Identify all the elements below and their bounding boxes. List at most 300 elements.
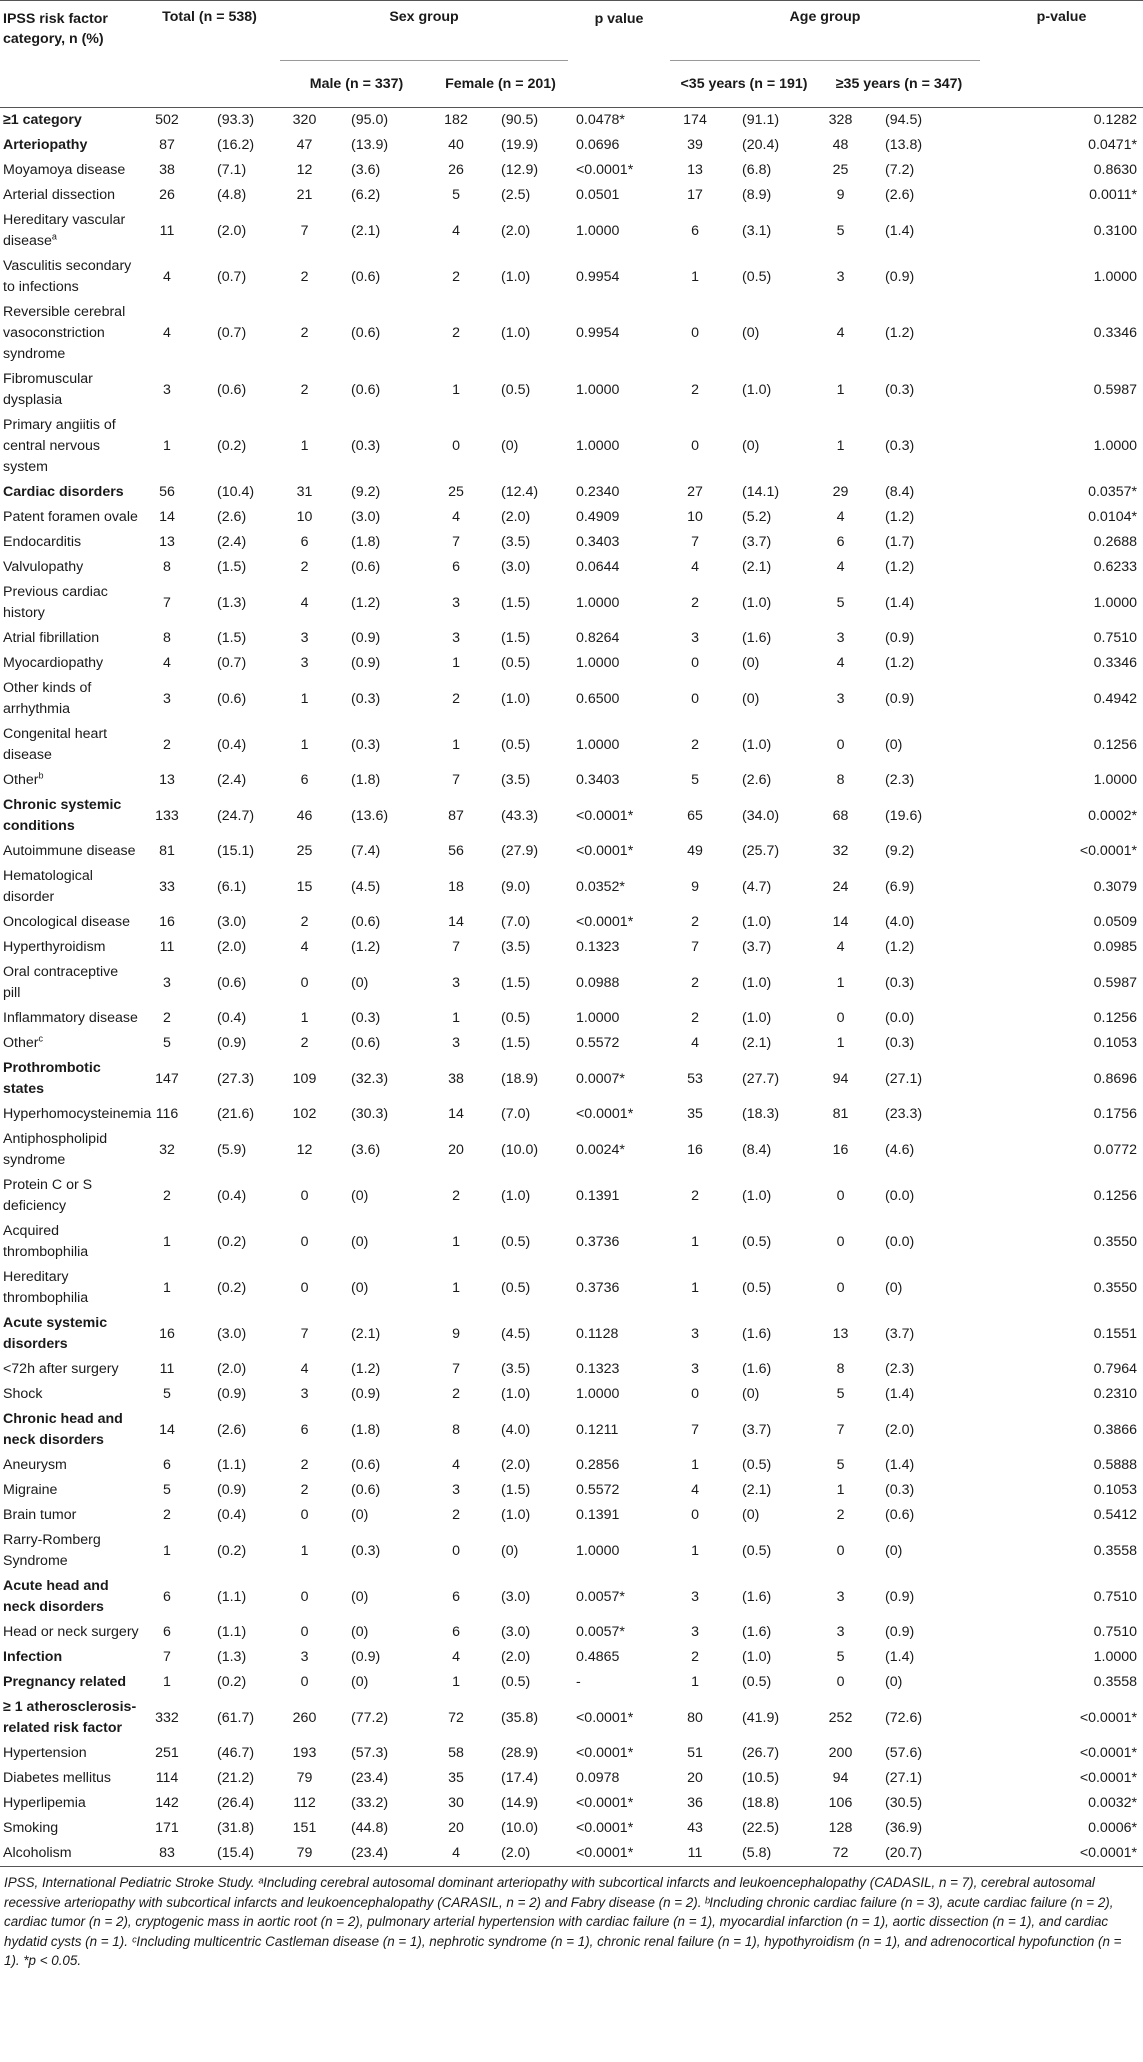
row-label: Migraine: [3, 1482, 58, 1498]
table-cell: 0.1323: [576, 939, 620, 955]
table-cell: 4: [163, 325, 171, 341]
table-cell: <0.0001*: [576, 1845, 634, 1861]
table-cell: 6: [163, 1457, 171, 1473]
table-cell: (1.2): [885, 559, 915, 575]
table-cell: (3.0): [217, 1325, 247, 1342]
table-cell: (57.3): [351, 1745, 389, 1761]
row-label: Acute systemic disorders: [3, 1315, 108, 1352]
table-cell: 4: [836, 509, 845, 525]
table-cell: 0.7510: [1093, 630, 1138, 646]
table-cell: 4: [836, 325, 845, 341]
table-row: [0, 413, 1143, 480]
table-cell: (43.3): [501, 807, 539, 824]
table-cell: 0: [300, 1674, 309, 1690]
table-cell: (0): [742, 325, 760, 341]
table-cell: (2.0): [217, 222, 247, 239]
table-row: [0, 910, 1143, 935]
table-row: [0, 1503, 1143, 1528]
table-cell: (10.4): [217, 484, 255, 500]
table-cell: (91.1): [742, 112, 780, 128]
table-cell: 1.0000: [576, 1542, 620, 1559]
table-cell: (0.0): [885, 1010, 915, 1026]
table-cell: 13: [159, 534, 175, 550]
table-cell: (1.4): [885, 1386, 915, 1402]
table-cell: 2: [452, 1507, 460, 1523]
table-cell: (57.6): [885, 1745, 923, 1761]
table-cell: (0.7): [217, 325, 247, 341]
table-cell: 1.0000: [576, 222, 620, 239]
table-cell: 5: [836, 594, 845, 611]
table-cell: 48: [832, 137, 849, 153]
table-cell: (0.3): [351, 690, 381, 707]
table-cell: (0.5): [742, 1457, 772, 1473]
table-cell: (10.0): [501, 1141, 539, 1158]
table-cell: 4: [836, 559, 845, 575]
table-cell: 0.3558: [1093, 1542, 1138, 1559]
table-cell: (5.2): [742, 509, 772, 525]
table-cell: 26: [159, 187, 175, 203]
table-cell: (0.3): [885, 974, 915, 991]
table-cell: 8: [836, 1361, 845, 1377]
table-cell: 0: [300, 1187, 309, 1204]
table-cell: (93.3): [217, 112, 255, 128]
table-cell: 4: [836, 939, 845, 955]
row-label: Other$^c$: [3, 1033, 43, 1051]
table-cell: 14: [448, 1106, 464, 1122]
table-cell: 1: [691, 1457, 699, 1473]
table-cell: 3: [836, 630, 845, 646]
table-cell: 8: [836, 772, 845, 788]
table-cell: 5: [836, 1386, 845, 1402]
table-cell: 79: [296, 1770, 313, 1786]
table-cell: (0.6): [217, 974, 247, 991]
table-cell: 1: [691, 1674, 699, 1690]
table-cell: 151: [292, 1820, 317, 1836]
table-cell: 1: [452, 1674, 460, 1690]
table-cell: (1.6): [742, 1361, 772, 1377]
table-cell: 36: [687, 1795, 703, 1811]
table-cell: 2: [300, 325, 309, 341]
table-cell: <0.0001*: [576, 162, 634, 178]
table-cell: (27.7): [742, 1070, 780, 1087]
table-cell: (0.5): [501, 1233, 531, 1250]
table-cell: 4: [452, 1457, 460, 1473]
table-cell: (27.9): [501, 843, 539, 859]
table-cell: 0: [836, 1279, 845, 1296]
table-cell: 0: [836, 736, 845, 753]
table-cell: 1: [452, 1233, 460, 1250]
table-cell: 81: [832, 1106, 849, 1122]
table-cell: 2: [300, 1482, 309, 1498]
table-cell: 24: [832, 878, 849, 895]
table-row: [0, 1407, 1143, 1453]
table-cell: (0.5): [742, 1542, 772, 1559]
table-cell: 38: [448, 1070, 464, 1087]
header-female: Female (n = 201): [445, 76, 556, 92]
table-cell: 1.0000: [576, 1010, 620, 1026]
table-cell: (15.1): [217, 843, 255, 859]
table-cell: 21: [296, 187, 313, 203]
row-label: Chronic head and neck disorders: [3, 1411, 123, 1448]
table-cell: (0.6): [351, 1457, 381, 1473]
table-cell: (1.6): [742, 1325, 772, 1342]
table-cell: 11: [159, 939, 175, 955]
row-label: Cardiac disorders: [3, 484, 124, 500]
table-cell: (0.4): [217, 736, 247, 753]
table-cell: (4.0): [501, 1421, 531, 1438]
table-cell: (18.8): [742, 1795, 780, 1811]
table-cell: 1: [691, 1542, 699, 1559]
table-cell: (1.5): [501, 1482, 531, 1498]
table-cell: 0.8696: [1093, 1070, 1138, 1087]
table-cell: 7: [163, 1649, 171, 1665]
table-cell: 1: [300, 1542, 309, 1559]
table-cell: 0.0057*: [576, 1588, 625, 1605]
table-row: [0, 1127, 1143, 1173]
table-cell: 14: [159, 509, 175, 525]
table-cell: 7: [163, 594, 171, 611]
table-cell: 0.0644: [576, 559, 620, 575]
table-cell: (18.9): [501, 1070, 539, 1087]
table-cell: 0.6500: [576, 690, 620, 707]
table-cell: (61.7): [217, 1709, 255, 1726]
table-cell: 0: [691, 1507, 699, 1523]
table-cell: (41.9): [742, 1709, 780, 1726]
table-cell: (1.0): [742, 594, 772, 611]
table-cell: 3: [300, 1386, 309, 1402]
table-cell: (0.9): [885, 1588, 915, 1605]
table-cell: 4: [163, 268, 171, 285]
table-cell: (2.4): [217, 772, 247, 788]
table-cell: 10: [296, 509, 313, 525]
table-cell: 7: [452, 1361, 460, 1377]
row-label: Hypertension: [3, 1745, 87, 1761]
table-cell: (2.3): [885, 1361, 915, 1377]
table-cell: 1: [691, 1279, 699, 1296]
table-cell: (9.2): [885, 843, 915, 859]
table-cell: (19.6): [885, 807, 923, 824]
table-cell: 1: [163, 438, 171, 454]
table-cell: 5: [836, 1457, 845, 1473]
table-cell: 0.4942: [1093, 690, 1138, 707]
table-cell: 0.1128: [576, 1325, 619, 1342]
table-cell: <0.0001*: [576, 1795, 634, 1811]
table-cell: 20: [448, 1820, 464, 1836]
table-cell: 0: [300, 1279, 309, 1296]
table-cell: 35: [687, 1106, 703, 1122]
table-cell: 0.0002*: [1088, 807, 1138, 824]
table-cell: <0.0001*: [576, 1820, 634, 1836]
table-row: [0, 505, 1143, 530]
table-cell: 0: [300, 1233, 309, 1250]
table-cell: 3: [452, 1035, 460, 1051]
table-cell: (8.9): [742, 187, 772, 203]
table-cell: 4: [452, 509, 460, 525]
table-cell: 14: [159, 1421, 175, 1438]
header-blank: [568, 61, 670, 108]
table-cell: 0: [836, 1674, 845, 1690]
table-cell: (20.4): [742, 137, 780, 153]
table-cell: (27.1): [885, 1770, 923, 1786]
table-cell: 2: [163, 1010, 171, 1026]
table-cell: (7.4): [351, 843, 381, 859]
table-cell: (0.7): [217, 268, 247, 285]
table-row: [0, 793, 1143, 839]
table-row: [0, 839, 1143, 864]
table-cell: (0): [742, 1386, 760, 1402]
table-cell: (3.0): [501, 1624, 531, 1640]
table-cell: 2: [163, 1187, 171, 1204]
table-cell: (1.1): [217, 1457, 247, 1473]
table-cell: (1.0): [501, 690, 531, 707]
table-cell: 0.9954: [576, 268, 620, 285]
table-row: [0, 1841, 1143, 1867]
table-cell: 142: [155, 1795, 179, 1811]
row-label: Arterial dissection: [3, 187, 115, 203]
table-row: [0, 208, 1143, 254]
table-cell: 2: [452, 690, 460, 707]
table-cell: 3: [836, 1624, 845, 1640]
table-cell: <0.0001*: [576, 1106, 634, 1122]
table-cell: (22.5): [742, 1820, 780, 1836]
table-cell: 0.0006*: [1088, 1820, 1138, 1836]
table-cell: (21.6): [217, 1106, 255, 1122]
table-cell: (0.2): [217, 1233, 247, 1250]
table-cell: (36.9): [885, 1820, 923, 1836]
table-cell: (0): [885, 1279, 903, 1296]
table-cell: 1: [452, 381, 460, 398]
table-cell: 17: [687, 187, 703, 203]
table-cell: (0): [885, 736, 903, 753]
table-row: [0, 1695, 1143, 1741]
table-cell: 0.6233: [1093, 559, 1138, 575]
table-cell: 6: [300, 772, 309, 788]
table-cell: (35.8): [501, 1709, 539, 1726]
row-label: Antiphospholipid syndrome: [3, 1131, 108, 1168]
table-cell: (2.0): [501, 1457, 531, 1473]
table-row: [0, 1620, 1143, 1645]
table-cell: (0): [742, 1507, 760, 1523]
table-cell: 81: [159, 843, 175, 859]
table-cell: 94: [832, 1770, 849, 1786]
table-cell: (3.0): [501, 1588, 531, 1605]
row-label: Endocarditis: [3, 534, 82, 550]
table-cell: 0.3079: [1093, 878, 1138, 895]
table-cell: 0.0509: [1093, 914, 1138, 930]
header-blank: [980, 61, 1143, 108]
row-label: Autoimmune disease: [3, 843, 136, 859]
table-cell: (2.0): [501, 1845, 531, 1861]
table-cell: 11: [159, 1361, 175, 1377]
table-cell: 0.3736: [576, 1233, 620, 1250]
table-cell: 0.1391: [576, 1187, 620, 1204]
table-cell: (0.9): [217, 1386, 247, 1402]
table-cell: 0.3100: [1093, 222, 1138, 239]
table-cell: 0.0057*: [576, 1624, 625, 1640]
table-cell: 47: [296, 137, 313, 153]
table-cell: (0): [742, 655, 760, 671]
table-cell: (1.6): [742, 1588, 772, 1605]
table-cell: 6: [691, 222, 699, 239]
table-cell: 25: [832, 162, 849, 178]
table-cell: (0): [351, 974, 369, 991]
table-cell: 1: [300, 736, 309, 753]
footnote-marker: b: [38, 770, 44, 781]
table-cell: 0.3550: [1093, 1279, 1138, 1296]
table-cell: (4.5): [501, 1325, 531, 1342]
table-cell: 114: [155, 1770, 179, 1786]
table-cell: (0.0): [885, 1187, 915, 1204]
table-cell: 20: [448, 1141, 464, 1158]
table-cell: 2: [452, 325, 460, 341]
table-cell: 251: [155, 1745, 179, 1761]
table-cell: (2.0): [501, 222, 531, 239]
table-cell: 1: [836, 381, 845, 398]
table-cell: 3: [691, 1588, 699, 1605]
table-cell: (8.4): [885, 484, 915, 500]
table-cell: (15.4): [217, 1845, 255, 1861]
table-cell: (4.6): [885, 1141, 915, 1158]
table-cell: (7.2): [885, 162, 915, 178]
table-cell: 2: [452, 1187, 460, 1204]
table-cell: 1: [836, 438, 845, 454]
table-cell: 0.3550: [1093, 1233, 1138, 1250]
table-cell: (0.9): [351, 655, 381, 671]
table-cell: 49: [687, 843, 703, 859]
table-row: [0, 1031, 1143, 1056]
table-cell: 1: [452, 736, 460, 753]
table-cell: 94: [832, 1070, 849, 1087]
table-cell: 0.7510: [1093, 1588, 1138, 1605]
table-row: [0, 864, 1143, 910]
table-cell: (1.5): [501, 974, 531, 991]
table-cell: (0): [351, 1507, 369, 1523]
table-cell: 0.8264: [576, 630, 620, 646]
table-cell: (0.5): [501, 381, 531, 398]
table-cell: 4: [300, 594, 309, 611]
table-cell: 0.5987: [1093, 974, 1138, 991]
row-label: Protein C or S deficiency: [3, 1177, 93, 1214]
table-cell: (16.2): [217, 137, 255, 153]
table-cell: 1.0000: [1093, 438, 1138, 454]
table-cell: 4: [163, 655, 171, 671]
table-cell: (0.5): [742, 268, 772, 285]
table-cell: 8: [452, 1421, 460, 1438]
table-cell: 0.0985: [1093, 939, 1138, 955]
table-cell: (0.3): [351, 1542, 381, 1559]
table-cell: 0.1256: [1093, 1010, 1138, 1026]
table-cell: (1.1): [217, 1624, 247, 1640]
table-cell: 2: [836, 1507, 845, 1523]
table-cell: 5: [163, 1386, 171, 1402]
table-cell: 102: [292, 1106, 317, 1122]
table-cell: (0.5): [501, 1279, 531, 1296]
table-cell: (0.3): [351, 438, 381, 454]
table-cell: 182: [444, 112, 468, 128]
table-cell: (0.9): [351, 630, 381, 646]
table-cell: 9: [452, 1325, 460, 1342]
table-cell: (3.0): [501, 559, 531, 575]
table-cell: 3: [691, 1624, 699, 1640]
table-cell: 1: [300, 690, 309, 707]
table-cell: 0.0032*: [1088, 1795, 1138, 1811]
table-cell: (0.9): [885, 630, 915, 646]
table-cell: 0.1323: [576, 1361, 620, 1377]
table-cell: 0: [300, 1624, 309, 1640]
table-cell: (2.1): [351, 1325, 381, 1342]
table-cell: 4: [691, 1482, 699, 1498]
table-cell: (0.5): [501, 655, 531, 671]
table-cell: 2: [452, 1386, 460, 1402]
table-cell: 2: [300, 381, 309, 398]
table-cell: 0.0352*: [576, 878, 625, 895]
table-cell: 133: [155, 807, 179, 824]
row-label: Chronic systemic conditions: [3, 797, 122, 834]
table-cell: 16: [687, 1141, 703, 1158]
table-cell: 31: [296, 484, 313, 500]
table-row: [0, 254, 1143, 300]
table-cell: <0.0001*: [1079, 1770, 1138, 1786]
table-cell: (2.0): [885, 1421, 915, 1438]
table-row: [0, 133, 1143, 158]
table-cell: 13: [832, 1325, 849, 1342]
table-cell: 2: [691, 594, 699, 611]
table-cell: 112: [293, 1795, 316, 1811]
table-cell: (9.2): [351, 484, 381, 500]
table-cell: 0.1053: [1093, 1482, 1138, 1498]
table-cell: 8: [163, 559, 171, 575]
table-row: [0, 1453, 1143, 1478]
table-cell: (3.5): [501, 534, 531, 550]
table-cell: 0: [836, 1233, 845, 1250]
row-label: Other kinds of arrhythmia: [3, 680, 92, 717]
table-row: [0, 626, 1143, 651]
table-cell: 3: [836, 690, 845, 707]
table-cell: 0.0478*: [576, 112, 625, 128]
table-cell: 16: [832, 1141, 849, 1158]
table-cell: (27.1): [885, 1070, 923, 1087]
table-cell: <0.0001*: [1079, 1745, 1138, 1761]
table-cell: (26.4): [217, 1795, 255, 1811]
table-cell: 193: [292, 1745, 317, 1761]
table-cell: 0.3558: [1093, 1674, 1138, 1690]
row-label: Pregnancy related: [3, 1674, 127, 1690]
table-cell: (0.6): [351, 559, 381, 575]
table-cell: 1: [452, 1279, 460, 1296]
table-cell: 6: [163, 1588, 171, 1605]
table-cell: (9.0): [501, 878, 531, 895]
table-cell: (0.9): [885, 268, 915, 285]
row-label: Rarry-Romberg Syndrome: [3, 1532, 101, 1569]
table-cell: (0.6): [351, 268, 381, 285]
table-cell: (3.0): [217, 914, 247, 930]
table-cell: (1.0): [742, 1649, 772, 1665]
table-cell: (0.3): [885, 1035, 915, 1051]
table-cell: 0.1551: [1093, 1325, 1138, 1342]
row-label: Myocardiopathy: [3, 655, 104, 671]
table-cell: (1.0): [742, 974, 772, 991]
table-cell: 0.5412: [1093, 1507, 1138, 1523]
table-cell: (26.7): [742, 1745, 780, 1761]
table-cell: 0: [452, 1542, 460, 1559]
table-cell: 0.3866: [1093, 1421, 1138, 1438]
table-cell: 1.0000: [1093, 1649, 1138, 1665]
table-cell: (6.8): [742, 162, 772, 178]
table-cell: (30.3): [351, 1106, 389, 1122]
table-row: [0, 1265, 1143, 1311]
table-cell: 38: [159, 162, 175, 178]
table-cell: 0.2856: [576, 1457, 620, 1473]
